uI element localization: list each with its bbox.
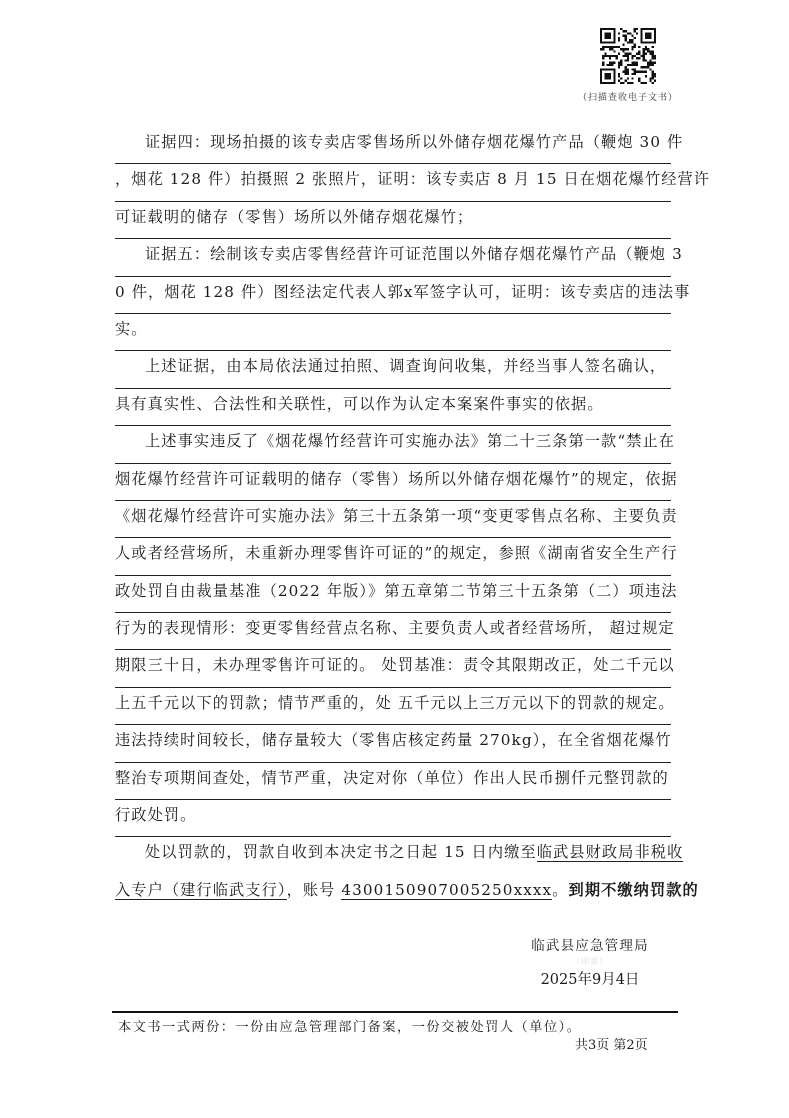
text-line: 具有真实性、合法性和关联性，可以作为认定本案案件事实的依据。 [115, 389, 671, 426]
text-line: 上五千元以下的罚款；情节严重的，处 五千元以上三万元以下的罚款的规定。 [115, 688, 671, 725]
qr-code-icon [600, 28, 656, 84]
payment-paragraph [115, 837, 699, 912]
account-number: 4300150907005250xxxx [341, 880, 553, 899]
legal-basis-paragraph [115, 426, 678, 837]
text-line: 违法持续时间较长，储存量较大（零售店核定药量 270kg），在全省烟花爆竹 [115, 725, 671, 762]
payment-text: 处以罚款的，罚款自收到本决定书之日起 15 日内缴至 [145, 843, 537, 862]
payment-account-name: 入专户（建行临武支行） [115, 880, 287, 899]
text-line: 证据四：现场拍摄的该专卖店零售场所以外储存烟花爆竹产品（鞭炮 30 件 [115, 127, 671, 164]
text-line: 整治专项期间查处，情节严重，决定对你（单位）作出人民币捌仟元整罚款的 [115, 763, 671, 800]
issue-date: 2025年9月4日 [540, 972, 640, 988]
text-line: 0 件，烟花 128 件）图经法定代表人郭x军签字认可，证明：该专卖店的违法事 [115, 277, 671, 314]
payment-text: 。 [552, 880, 569, 899]
payment-warning: 到期不缴纳罚款的 [568, 880, 699, 899]
evidence-five-paragraph [115, 239, 691, 351]
text-line: 上述证据，由本局依法通过拍照、调查询问收集，并经当事人签名确认， [115, 351, 671, 388]
qr-caption: （扫描查收电子文书） [578, 93, 679, 103]
text-line: 行政处罚。 [115, 800, 671, 837]
text-line: 行为的表现情形：变更零售经营点名称、主要负责人或者经营场所， 超过规定 [115, 613, 671, 650]
text-line: 上述事实违反了《烟花爆竹经营许可实施办法》第二十三条第一款“禁止在 [115, 426, 671, 463]
text-line: 人或者经营场所，未重新办理零售许可证的”的规定，参照《湖南省安全生产行 [115, 538, 671, 575]
footer-divider [112, 1011, 678, 1013]
issuing-agency: 临武县应急管理局 [531, 938, 649, 954]
payment-account-name: 临武县财政局非税收 [536, 843, 684, 862]
footer-note: 本文书一式两份：一份由应急管理部门备案，一份交被处罚人（单位）。 [118, 1020, 582, 1035]
text-line: 烟花爆竹经营许可证载明的储存（零售）场所以外储存烟花爆竹”的规定，依据 [115, 464, 671, 501]
text-line: 可证载明的储存（零售）场所以外储存烟花爆竹； [115, 202, 671, 239]
document-body [115, 127, 711, 912]
text-line: ，烟花 128 件）拍摄照 2 张照片，证明：该专卖店 8 月 15 日在烟花爆竹经营许 [115, 164, 671, 201]
text-line: 《烟花爆竹经营许可实施办法》第三十五条第一项“变更零售点名称、主要负责 [115, 501, 671, 538]
text-line: 证据五：绘制该专卖店零售经营许可证范围以外储存烟花爆竹产品（鞭炮 3 [115, 239, 671, 276]
evidence-four-paragraph [115, 127, 711, 239]
text-line: 实。 [115, 314, 671, 351]
text-line: 期限三十日，未办理零售许可证的。 处罚基准：责令其限期改正，处二千元以 [115, 650, 671, 687]
text-line [115, 875, 699, 912]
text-line [115, 837, 684, 874]
text-line: 政处罚自由裁量基准（2022 年版）》第五章第二节第三十五条第（二）项违法 [115, 576, 671, 613]
signature-block [520, 934, 660, 989]
seal-placeholder: （印章） [572, 957, 608, 966]
payment-text: ，账号 [286, 880, 342, 899]
page-number: 共3页 第2页 [575, 1038, 648, 1053]
evidence-summary-paragraph [115, 351, 671, 426]
qr-code-block [578, 28, 678, 103]
